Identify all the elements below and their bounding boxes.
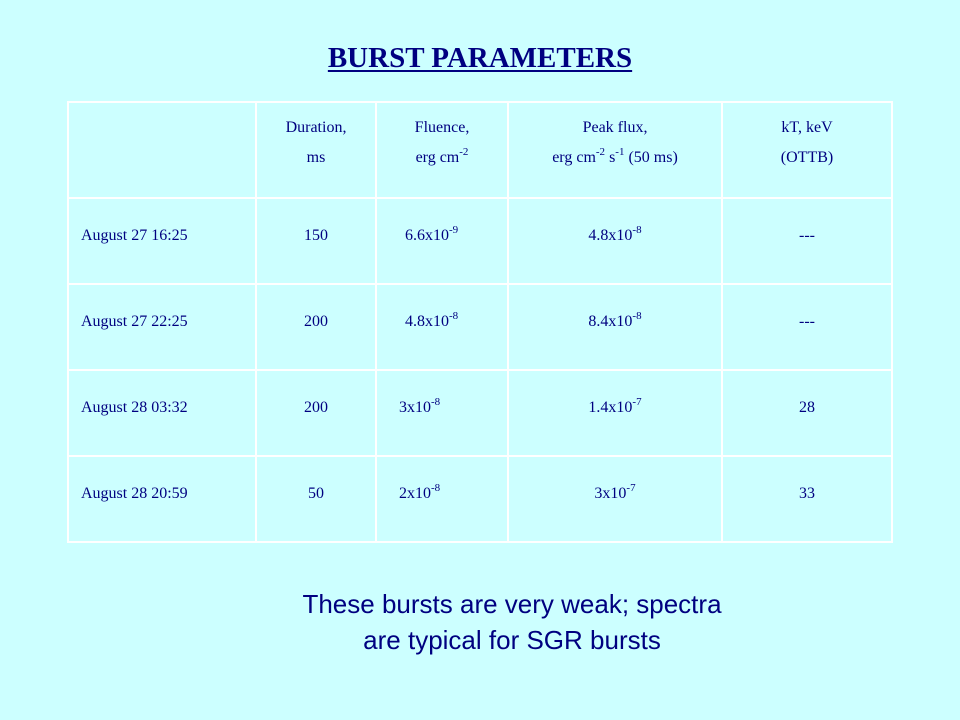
- cell-peak-flux: [509, 457, 721, 541]
- fluence-exponent: -9: [449, 224, 459, 236]
- table-row: [69, 457, 891, 541]
- summary-note: [0, 586, 960, 658]
- header-fluence-unit-exp: -2: [459, 146, 469, 158]
- header-fluence-unit: erg cm: [415, 149, 460, 166]
- cell-kt: 28: [723, 371, 891, 455]
- cell-date: August 28 20:59: [69, 457, 255, 541]
- header-kt-line1: kT, keV: [781, 119, 833, 136]
- cell-kt: ---: [723, 199, 891, 283]
- cell-kt: ---: [723, 285, 891, 369]
- peak-flux-mantissa: 8.4x10: [588, 313, 633, 330]
- header-duration-line2: ms: [306, 149, 326, 166]
- fluence-exponent: -8: [431, 396, 441, 408]
- cell-date: August 28 03:32: [69, 371, 255, 455]
- peak-flux-exponent: -7: [632, 396, 642, 408]
- fluence-exponent: -8: [449, 310, 459, 322]
- header-fluence-line1: Fluence,: [414, 119, 470, 136]
- header-kt: [723, 103, 891, 197]
- fluence-mantissa: 6.6x10: [405, 227, 449, 244]
- header-peak-flux: [509, 103, 721, 197]
- header-kt-line2: (OTTB): [780, 149, 834, 166]
- peak-flux-exponent: -8: [632, 224, 642, 236]
- cell-duration: 200: [257, 285, 375, 369]
- header-peak-flux-exp1: -2: [595, 146, 606, 158]
- fluence-exponent: -8: [431, 482, 441, 494]
- table-row: [69, 199, 891, 283]
- cell-fluence: [377, 371, 507, 455]
- summary-note-line2: are typical for SGR bursts: [363, 625, 661, 655]
- peak-flux-exponent: -7: [626, 482, 636, 494]
- cell-fluence: [377, 199, 507, 283]
- header-peak-flux-unit-b: s: [605, 149, 616, 166]
- cell-fluence: [377, 457, 507, 541]
- header-peak-flux-line1: Peak flux,: [582, 119, 648, 136]
- peak-flux-mantissa: 1.4x10: [588, 399, 633, 416]
- peak-flux-mantissa: 4.8x10: [588, 227, 633, 244]
- peak-flux-exponent: -8: [632, 310, 642, 322]
- peak-flux-mantissa: 3x10: [594, 485, 627, 502]
- cell-kt: 33: [723, 457, 891, 541]
- cell-date: August 27 16:25: [69, 199, 255, 283]
- table-row: [69, 371, 891, 455]
- cell-peak-flux: [509, 371, 721, 455]
- table-header-row: [69, 103, 891, 197]
- cell-duration: 200: [257, 371, 375, 455]
- cell-duration: 150: [257, 199, 375, 283]
- burst-parameters-table: [67, 101, 893, 543]
- fluence-mantissa: 3x10: [399, 399, 431, 416]
- page-title: BURST PARAMETERS: [327, 42, 633, 74]
- summary-note-line1: These bursts are very weak; spectra: [302, 589, 722, 619]
- fluence-mantissa: 4.8x10: [405, 313, 449, 330]
- cell-fluence: [377, 285, 507, 369]
- header-peak-flux-unit-c: (50 ms): [624, 149, 678, 166]
- fluence-mantissa: 2x10: [399, 485, 431, 502]
- cell-duration: 50: [257, 457, 375, 541]
- header-duration-line1: Duration,: [285, 119, 347, 136]
- header-peak-flux-unit-a: erg cm: [552, 149, 596, 166]
- cell-peak-flux: [509, 199, 721, 283]
- header-empty-cell: [69, 103, 255, 197]
- cell-peak-flux: [509, 285, 721, 369]
- header-peak-flux-exp2: -1: [615, 146, 625, 158]
- table-row: [69, 285, 891, 369]
- header-duration: [257, 103, 375, 197]
- cell-date: August 27 22:25: [69, 285, 255, 369]
- header-fluence: [377, 103, 507, 197]
